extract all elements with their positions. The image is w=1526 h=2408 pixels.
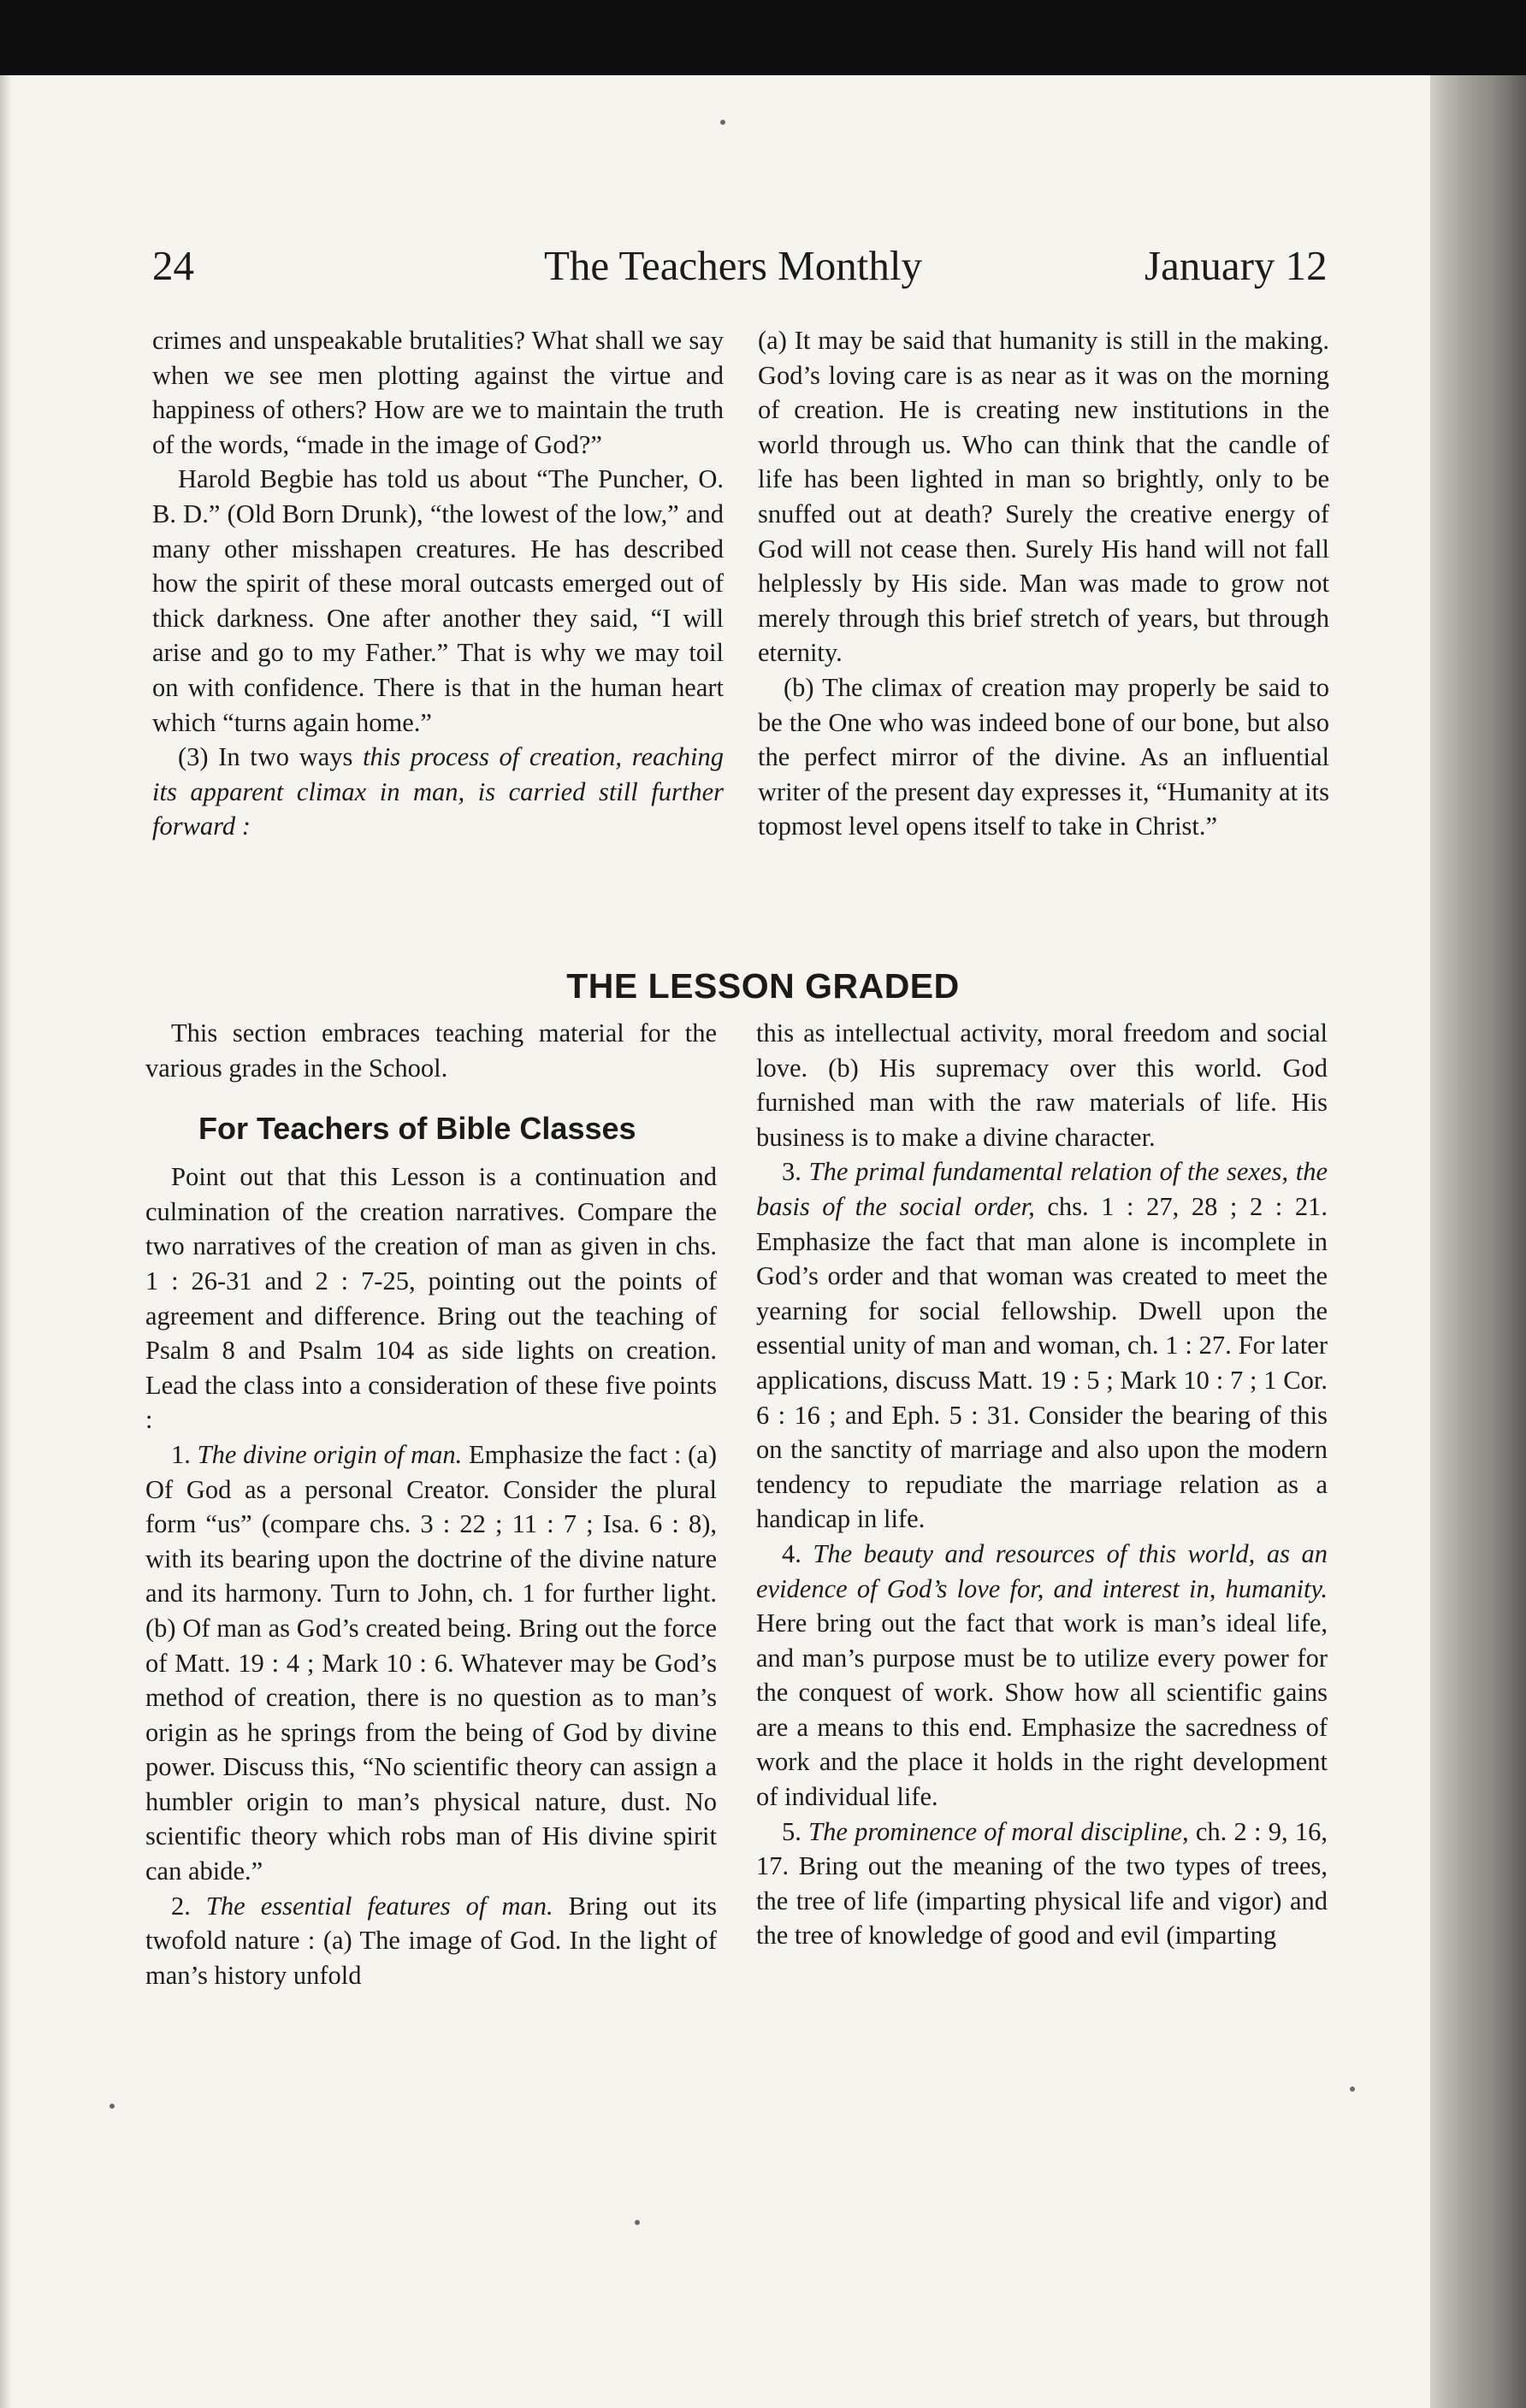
- paragraph: [152, 740, 724, 844]
- scan-speck: [109, 2104, 115, 2109]
- page-left-edge: [0, 75, 12, 2408]
- top-left-column: [152, 323, 724, 844]
- subheading: For Teachers of Bible Classes: [198, 1111, 636, 1147]
- lesson-left-column: [145, 1016, 717, 1992]
- point-title: The prominence of moral discipline,: [808, 1816, 1189, 1846]
- page-number: 24: [152, 242, 194, 289]
- running-title: The Teachers Monthly: [544, 242, 922, 289]
- point-4: [756, 1537, 1328, 1815]
- point-title: The beauty and resources of this world, as an evidence of God’s love for, and interest in, humanity.: [756, 1538, 1328, 1603]
- issue-date: January 12: [1144, 242, 1328, 289]
- point-title: The divine origin of man.: [197, 1439, 463, 1469]
- point-text: ch. 2 : 9, 16, 17. Bring out the meaning of the two types of trees, the tree of life (imparting physical life and vigor) and the tree of knowledge of good and evil (imparting: [756, 1816, 1328, 1951]
- paragraph: Point out that this Lesson is a continuation and culmination of the creation narratives. Compare the two narratives of the creation of man as given in chs. 1 : 26-31 and 2 : 7-25, pointing out the points of agreement and difference. Bring out the teaching of Psalm 8 and Psalm 104 as side lights on creation. Lead the class into a consideration of these five points :: [145, 1162, 717, 1435]
- scan-border: [0, 0, 1526, 75]
- point-text: chs. 1 : 27, 28 ; 2 : 21. Emphasize the fact that man alone is incomplete in God’s order and that woman was created to meet the yearning for social fellowship. Dwell upon the essential unity of man and woman, ch. 1 : 27. For later applications, discuss Matt. 19 : 5 ; Mark 10 : 7 ; 1 Cor. 6 : 16 ; and Eph. 5 : 31. Consider the bearing of this on the sanctity of marriage and also upon the modern tendency to repudiate the marriage relation as a handicap in life.: [756, 1191, 1328, 1534]
- point-number: 3.: [782, 1157, 809, 1187]
- point-title: The essential features of man.: [205, 1891, 553, 1921]
- point-number: 4.: [782, 1538, 813, 1568]
- scan-speck: [635, 2220, 640, 2225]
- point-number: 5.: [782, 1816, 809, 1846]
- point-text: Here bring out the fact that work is man’s ideal life, and man’s purpose must be to utilize every power for the conquest of work. Show how all scientific gains are a means to this end. Emphasize the sacredness of work and the place it holds in the right development of individual life.: [756, 1608, 1328, 1812]
- lesson-right-column: [756, 1016, 1328, 1953]
- paragraph: crimes and unspeakable brutalities? What shall we say when we see men plotting against the virtue and happiness of others? How are we to maintain the truth of the words, “made in the image of God?”: [152, 326, 724, 459]
- paragraph: this as intellectual activity, moral freedom and social love. (b) His supremacy over this world. God furnished man with the raw materials of life. His business is to make a divine character.: [756, 1018, 1328, 1152]
- top-right-column: [758, 323, 1329, 844]
- point-2: [145, 1889, 717, 1993]
- point-number: 2.: [171, 1891, 206, 1921]
- point-text: Bring out its twofold nature : (a) The image of God. In the light of man’s history unfold: [145, 1891, 717, 1990]
- point-title: The primal fundamental relation of the sexes, the basis of the social order,: [756, 1157, 1328, 1221]
- point-5: [756, 1815, 1328, 1953]
- scan-speck: [1350, 2086, 1355, 2092]
- point-3: [756, 1154, 1328, 1537]
- section-heading: THE LESSON GRADED: [566, 966, 960, 1006]
- paragraph: (a) It may be said that humanity is still in the making. God’s loving care is as near as it was on the morning of creation. He is creating new institutions in the world through us. Who can think that the candle of life has been lighted in man so brightly, only to be snuffed out at death? Surely the creative energy of God will not cease then. Surely His hand will not fall helplessly by His side. Man was made to grow not merely through this brief stretch of years, but through eternity.: [758, 326, 1329, 668]
- scan-speck: [720, 120, 725, 125]
- point-text: Emphasize the fact : (a) Of God as a personal Creator. Consider the plural form “us” (compare chs. 3 : 22 ; 11 : 7 ; Isa. 6 : 8), with its bearing upon the doctrine of the divine nature and its harmony. Turn to John, ch. 1 for further light. (b) Of man as God’s created being. Bring out the force of Matt. 19 : 4 ; Mark 10 : 6. Whatever may be God’s method of creation, there is no question as to man’s origin as he springs from the being of God by divine power. Discuss this, “No scientific theory can assign a humbler origin to man’s physical nature, dust. No scientific theory which robs man of His divine spirit can abide.”: [145, 1439, 717, 1886]
- point-number: 1.: [171, 1439, 198, 1469]
- paragraph: Harold Begbie has told us about “The Puncher, O. B. D.” (Old Born Drunk), “the lowest of the low,” and many other misshapen creatures. He has described how the spirit of these moral outcasts emerged out of thick darkness. One after another they said, “I will arise and go to my Father.” That is why we may toil on with confidence. There is that in the human heart which “turns again home.”: [152, 464, 724, 737]
- paragraph: (b) The climax of creation may properly be said to be the One who was indeed bone of our bone, but also the perfect mirror of the divine. As an influential writer of the present day expresses it, “Humanity at its topmost level opens itself to take in Christ.”: [758, 672, 1329, 841]
- intro-paragraph: This section embraces teaching material for the various grades in the School.: [145, 1018, 717, 1083]
- point-1: [145, 1437, 717, 1889]
- page-binding-shadow: [1430, 75, 1526, 2408]
- paragraph-lead: (3) In two ways: [178, 742, 364, 772]
- italic-phrase: this process of creation, reaching its apparent climax in man, is carried still further forward :: [152, 742, 725, 841]
